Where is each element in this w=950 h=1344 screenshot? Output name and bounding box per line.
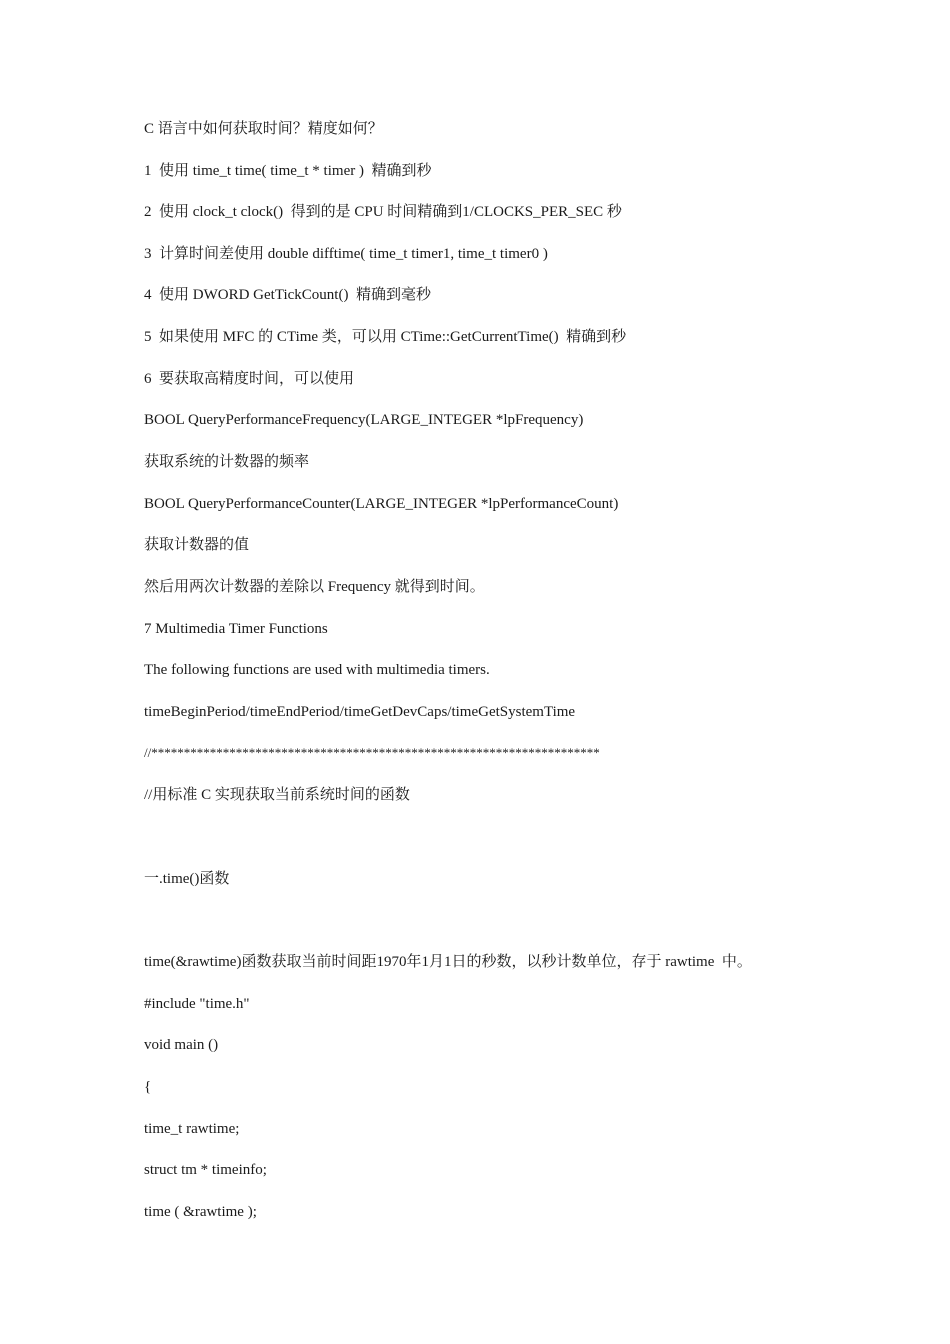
text-line-item-1: 1 使用 time_t time( time_t * timer ) 精确到秒 xyxy=(144,163,432,179)
code-line-include: #include "time.h" xyxy=(144,996,250,1012)
text-line-frequency-desc: 获取系统的计数器的频率 xyxy=(144,454,310,470)
text-line-multimedia-functions: timeBeginPeriod/timeEndPeriod/timeGetDevCaps/timeGetSystemTime xyxy=(144,704,576,720)
code-line-timeinfo-decl: struct tm * timeinfo; xyxy=(144,1162,267,1178)
code-line-main: void main () xyxy=(144,1037,219,1053)
code-line-rawtime-decl: time_t rawtime; xyxy=(144,1121,240,1137)
text-line-query-counter: BOOL QueryPerformanceCounter(LARGE_INTEGER *lpPerformanceCount) xyxy=(144,496,619,512)
text-line-separator: //********************************************************************* xyxy=(144,745,600,760)
text-line-multimedia-desc: The following functions are used with multimedia timers. xyxy=(144,662,490,678)
text-line-item-7: 7 Multimedia Timer Functions xyxy=(144,621,328,637)
text-line-counter-desc: 获取计数器的值 xyxy=(144,537,250,553)
text-line-query-frequency: BOOL QueryPerformanceFrequency(LARGE_INTEGER *lpFrequency) xyxy=(144,412,584,428)
text-line-time-desc: time(&rawtime)函数获取当前时间距1970年1月1日的秒数，以秒计数单位，存于 rawtime 中。 xyxy=(144,954,752,970)
text-line-section-time: 一.time()函数 xyxy=(144,871,230,887)
code-line-open-brace: { xyxy=(144,1079,152,1095)
text-line-item-6: 6 要获取高精度时间，可以使用 xyxy=(144,371,355,387)
code-line-time-call: time ( &rawtime ); xyxy=(144,1204,257,1220)
text-line-counter-diff: 然后用两次计数器的差除以 Frequency 就得到时间。 xyxy=(144,579,485,595)
text-line-item-5: 5 如果使用 MFC 的 CTime 类，可以用 CTime::GetCurrentTime() 精确到秒 xyxy=(144,329,627,345)
text-line-item-4: 4 使用 DWORD GetTickCount() 精确到毫秒 xyxy=(144,287,431,303)
text-line-standard-c-comment: //用标准 C 实现获取当前系统时间的函数 xyxy=(144,787,410,803)
text-line-heading: C 语言中如何获取时间？精度如何？ xyxy=(144,121,383,137)
text-line-item-3: 3 计算时间差使用 double difftime( time_t timer1, time_t timer0 ) xyxy=(144,246,548,262)
text-line-item-2: 2 使用 clock_t clock() 得到的是 CPU 时间精确到1/CLOCKS_PER_SEC 秒 xyxy=(144,204,622,220)
